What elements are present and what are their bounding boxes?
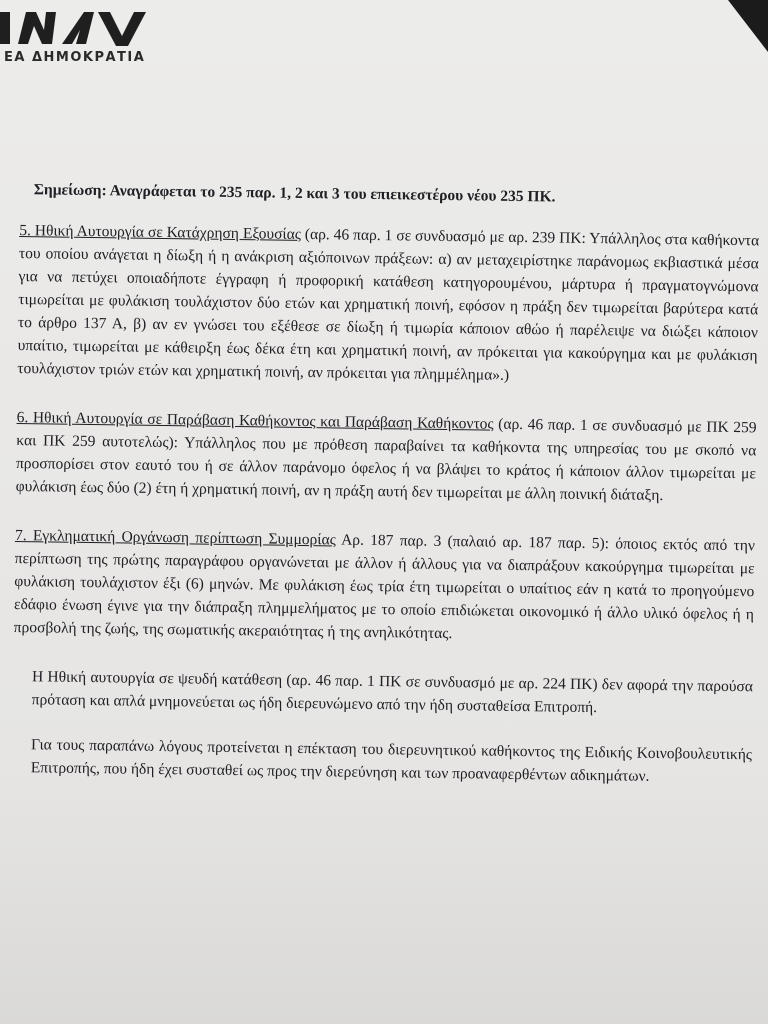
paragraph-false-testimony: Η Ηθική αυτουργία σε ψευδή κατάθεση (αρ. 46 παρ. 1 ΠΚ σε συνδυασμό με αρ. 224 ΠΚ) δεν αφορά την παρούσα πρόταση και απλά μνημονεύεται ως ήδη διερευνώμενο από την ήδη συσταθείσα Επιτροπή. <box>31 668 754 717</box>
section-7 <box>14 524 756 649</box>
section-5-text: (αρ. 46 παρ. 1 σε συνδυασμό με αρ. 239 ΠΚ: Υπάλληλος στα καθήκοντα του οποίου ανάγεται η δίωξη ή η ανάκριση αξιόποινων πράξεων: α) αν μεταχειρίστηκε παράνομως εκβιαστικά μέσα για να πετύχει οποιαδήποτε έγγραφη ή προφορική κατάθεση κατηγορουμένου, μάρτυρα ή πραγματογνώμονα τιμωρείται με φυλάκιση τουλάχιστον δύο ετών και χρηματική ποινή, εφόσον η πράξη δεν τιμωρείται βαρύτερα κατά το άρθρο 137 Α, β) αν εν γνώσει του εξέθεσε σε δίωξη ή τιμωρία κάποιον αθώο ή παρέλειψε να διώξει κάποιον υπαίτιο, τιμωρείται με κάθειρξη έως δέκα έτη και χρηματική ποινή, αν πρόκειται για κακούργημα και με φυλάκιση τουλάχιστον τριών ετών και χρηματική ποινή, αν πρόκειται για πλημμέλημα».) <box>17 225 760 384</box>
section-5-heading: 5. Ηθική Αυτουργία σε Κατάχρηση Εξουσίας <box>19 221 302 243</box>
document-body <box>11 178 760 811</box>
logo-wordmark: ΕΑ ΔΗΜΟΚΡΑΤΙΑ <box>4 50 146 65</box>
scan-corner-shadow <box>728 0 768 52</box>
section-7-text: Αρ. 187 παρ. 3 (παλαιό αρ. 187 παρ. 5): όποιος εκτός από την περίπτωση της πρώτης παραγράφου οργανώνεται με άλλον ή άλλους για να διαπράξουν κακούργημα τιμωρείται με φυλάκιση τουλάχιστον έξι (6) μηνών. Με φυλάκιση έως τρία έτη τιμωρείται ο υπαίτιος εάν η κατά το προηγούμενο εδάφιο ένωση έγινε για την διάπραξη πλημμελήματος με το οποίο επιδιώκεται οικονομικό ή άλλο υλικό όφελος ή η προσβολή της ζωής, της σωματικής ακεραιότητας ή της ανηλικότητας. <box>13 531 756 643</box>
section-6 <box>16 406 757 508</box>
section-7-heading: 7. Εγκληματική Οργάνωση περίπτωση Συμμορίας <box>14 526 336 549</box>
logo-mark <box>0 0 170 80</box>
section-6-text: (αρ. 46 παρ. 1 σε συνδυασμό με ΠΚ 259 και ΠΚ 259 αυτοτελώς): Υπάλληλος που με πρόθεση παραβαίνει τα καθήκοντα της υπηρεσίας του με σκοπό να προσπορίσει στον εαυτό του ή σε άλλον παράνομο όφελος ή να βλάψει το κράτος ή κάποιον άλλον τιμωρείται με φυλάκιση έως δύο (2) έτη ή χρηματική ποινή, αν η πράξη αυτή δεν τιμωρείται με άλλη ποινική διάταξη. <box>15 415 757 505</box>
section-5 <box>17 219 759 390</box>
paragraph-proposal: Για τους παραπάνω λόγους προτείνεται η επέκταση του διερευνητικού καθήκοντος της Ειδικής Κοινοβουλευτικής Επιτροπής, που ήδη έχει συσταθεί ως προς την διερεύνηση και των προαναφερθέντων αδικημάτων. <box>30 736 753 785</box>
section-6-heading: 6. Ηθική Αυτουργία σε Παράβαση Καθήκοντος και Παράβαση Καθήκοντος <box>16 408 494 433</box>
note-line: Σημείωση: Αναγράφεται το 235 παρ. 1, 2 και 3 του επιεικεστέρου νέου 235 ΠΚ. <box>33 181 556 206</box>
